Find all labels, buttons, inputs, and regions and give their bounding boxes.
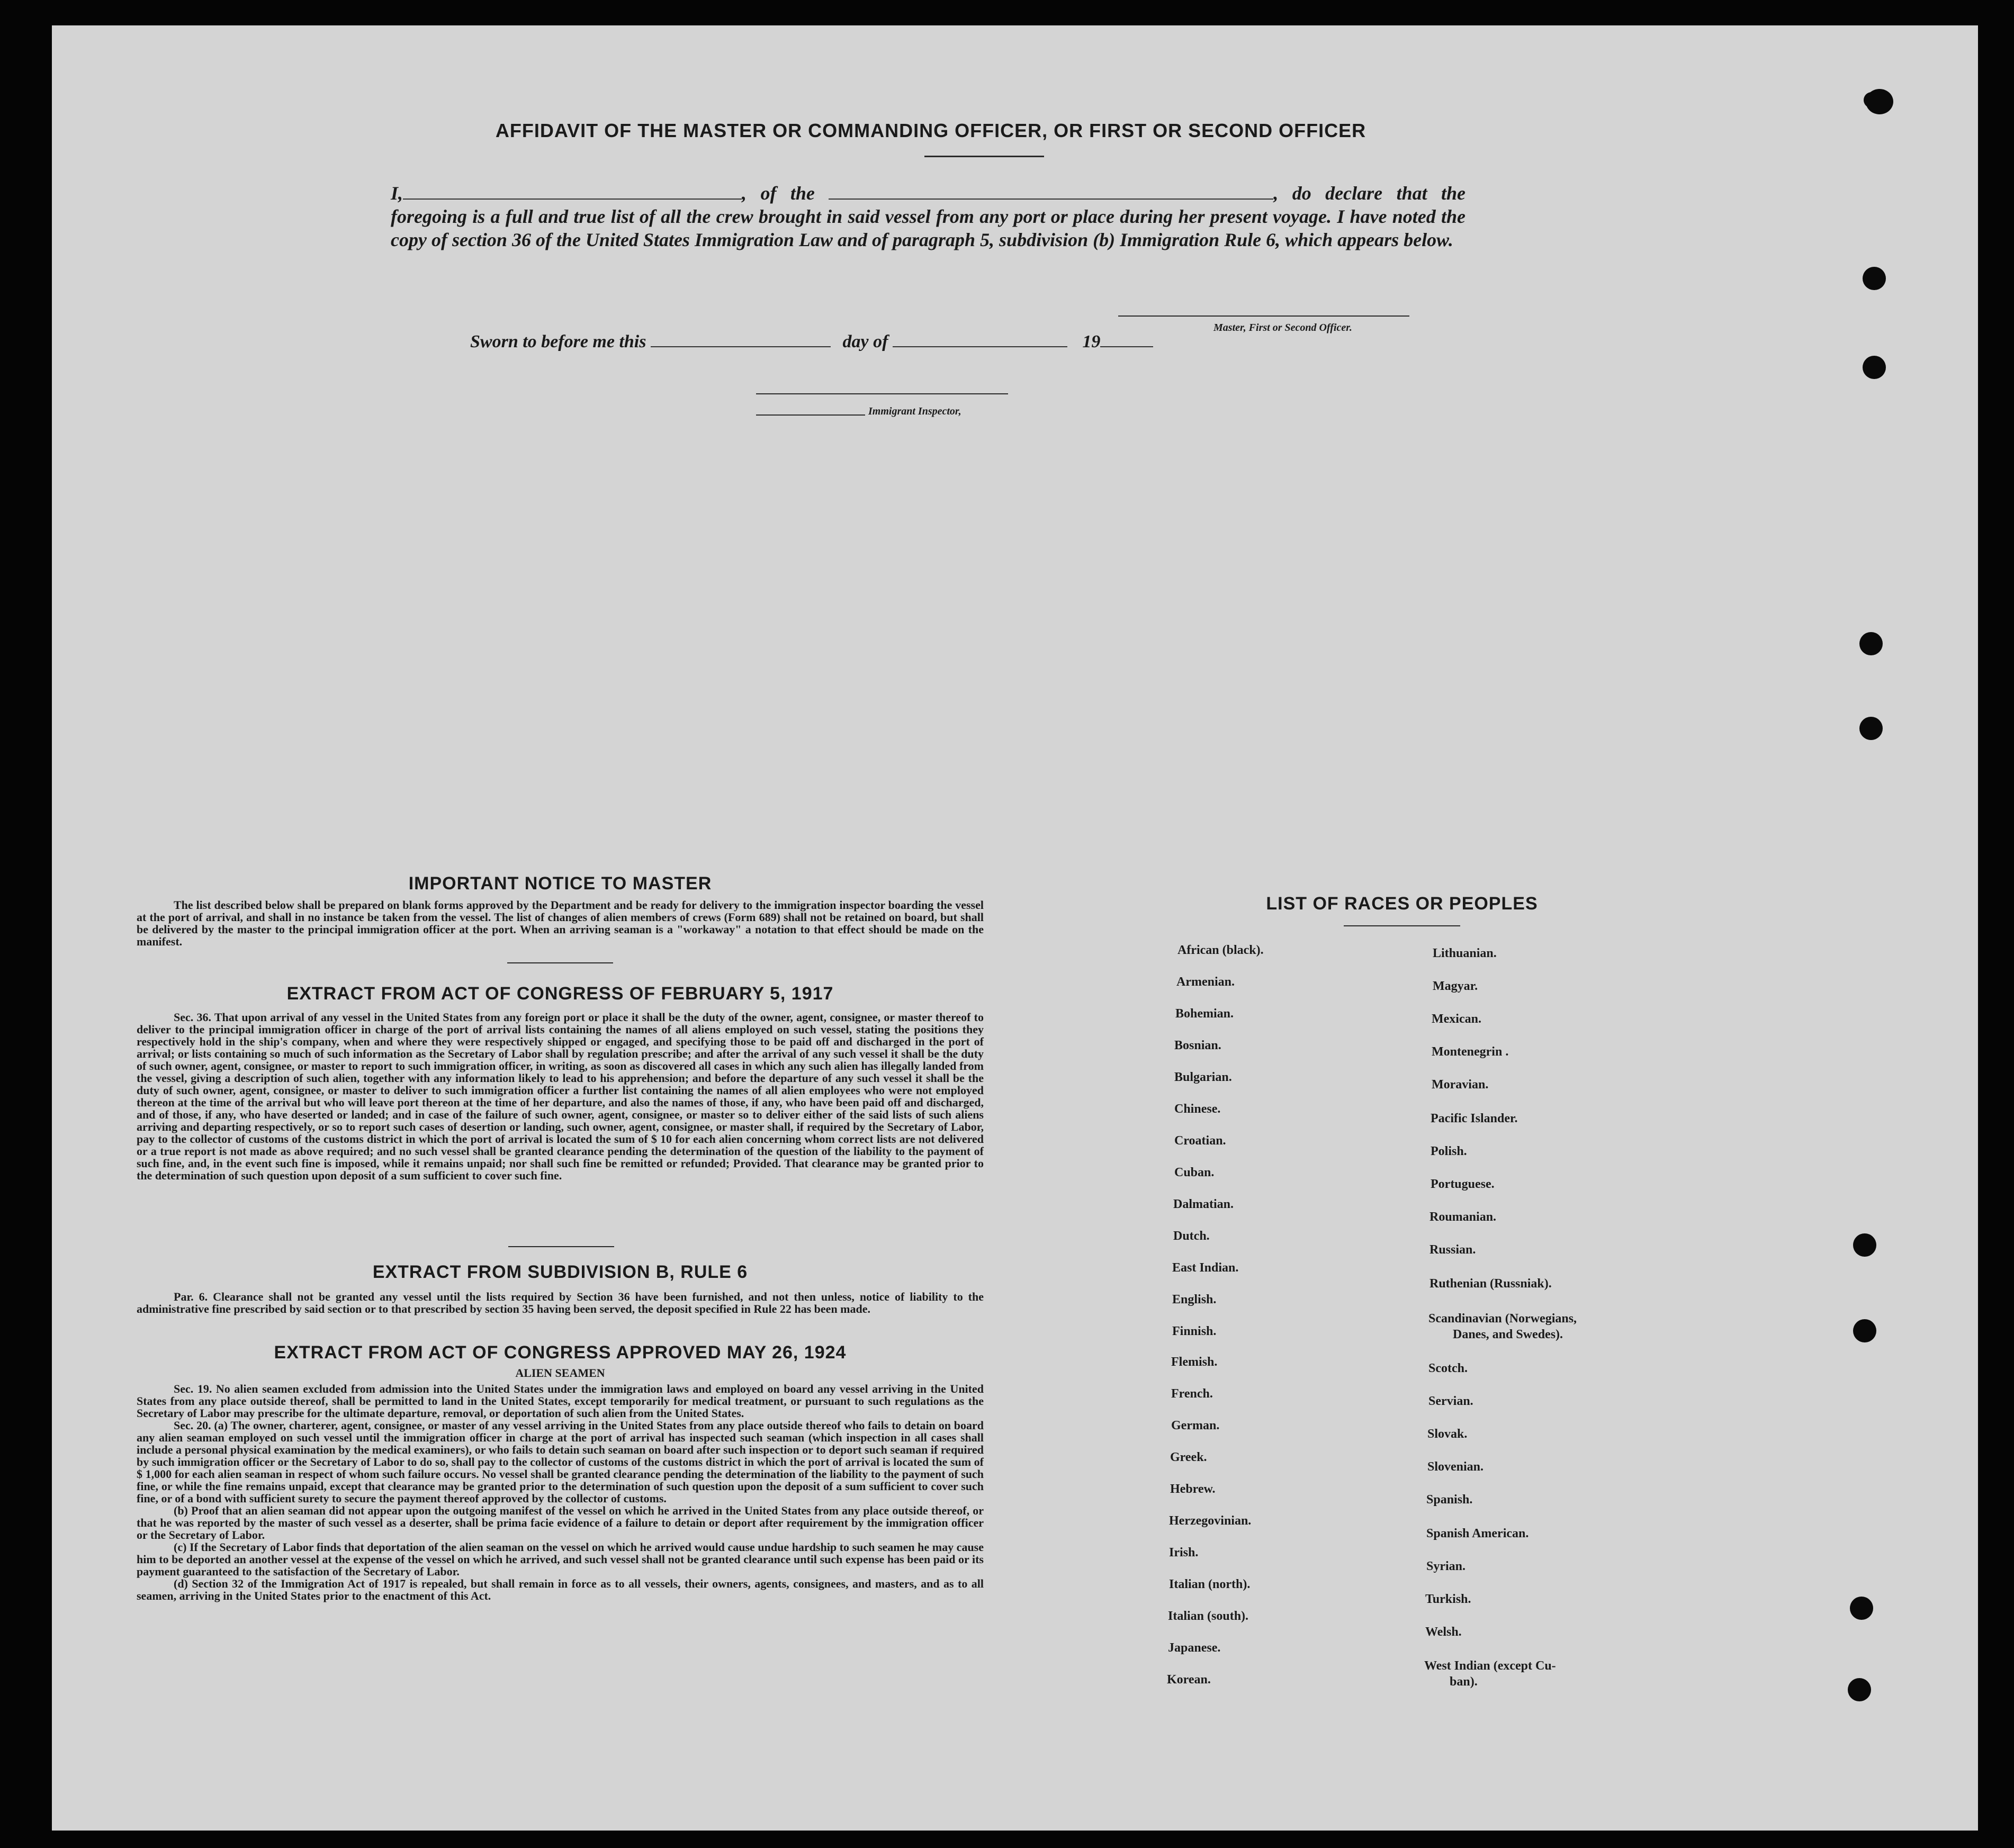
notice-title: IMPORTANT NOTICE TO MASTER — [408, 873, 712, 894]
affidavit-text — [391, 182, 1465, 251]
document-page — [52, 25, 1978, 1831]
signature-label: Master, First or Second Officer. — [1213, 322, 1352, 333]
race-item: Bulgarian. — [1174, 1070, 1232, 1084]
punch-hole — [1853, 1233, 1876, 1257]
punch-hole — [1864, 92, 1880, 108]
punch-hole — [1848, 1678, 1871, 1701]
race-item: Ruthenian (Russniak). — [1429, 1277, 1552, 1291]
extract-1924-subtitle: ALIEN SEAMEN — [515, 1366, 605, 1380]
race-item: Syrian. — [1426, 1559, 1466, 1573]
extract-1924-sec19: Sec. 19. No alien seamen excluded from admission into the United States under the immigration laws and employed on board any vessel arriving in the United States from any place outside thereof, shall be permitted to land in the United States, except temporarily for medical treatment, or pursuant to such regulations as the Secretary of Labor may prescribe for the ultimate departure, removal, or deportation of such alien from the United States. — [137, 1382, 984, 1420]
race-item: German. — [1171, 1419, 1220, 1432]
race-item: Scotch. — [1428, 1362, 1468, 1375]
race-item: East Indian. — [1172, 1261, 1239, 1275]
extract-1924-sec20a: Sec. 20. (a) The owner, charterer, agent, consignee, or master of any vessel arriving in the United States from any place outside thereof who fails to detain on board any alien seaman employed on such vessel until the immigration officer in charge at the port of arrival has inspected such seaman (which inspection in all cases shall include a personal physical examination by the medical examiners), or who fails to detain such seaman on board after such inspection or to deport such seaman if required by such immigration officer or the Secretary of Labor to do so, shall pay to the collector of customs of the customs district in which the port of arrival is located the sum of $ 1,000 for each alien seaman in respect of whom such failure occurs. No vessel shall be granted clearance pending the determination of the liability to the payment of such fine, or while the fine remains unpaid, except that clearance may be granted prior to the determination of such question upon the deposit of a sum sufficient to cover such fine, or of a bond with sufficient surety to secure the payment thereof approved by the collector of customs. — [137, 1419, 984, 1505]
race-item: French. — [1171, 1387, 1213, 1401]
extract-rule6-title: EXTRACT FROM SUBDIVISION B, RULE 6 — [372, 1262, 748, 1282]
race-item: Dalmatian. — [1173, 1197, 1234, 1211]
race-item: Croatian. — [1174, 1134, 1226, 1148]
sworn-line — [470, 331, 1264, 352]
race-item: Japanese. — [1168, 1641, 1221, 1655]
extract-1917-divider — [508, 1246, 614, 1247]
extract-rule6-text — [137, 1291, 984, 1315]
sworn-prefix: Sworn to before me this — [470, 332, 646, 351]
inspector-label: Immigrant Inspector, — [868, 405, 961, 417]
inspector-line-upper[interactable] — [756, 393, 1008, 394]
race-item: Spanish American. — [1426, 1527, 1529, 1540]
race-item: Polish. — [1431, 1144, 1467, 1158]
race-item: Danes, and Swedes). — [1453, 1328, 1563, 1341]
race-item: Korean. — [1167, 1673, 1211, 1687]
affidavit-title: AFFIDAVIT OF THE MASTER OR COMMANDING OFFICER, OR FIRST OR SECOND OFFICER — [495, 120, 1366, 141]
notice-paragraph: The list described below shall be prepared on blank forms approved by the Department and be ready for delivery to the immigration inspector boarding the vessel at the port of arrival, and shall in no instance be taken from the vessel. The list of changes of alien members of crews (Form 689) shall not be retained on board, but shall be delivered by the master to the principal immigration officer at the port. When an arriving seaman is a "workaway" a notation to that effect should be made on the manifest. — [137, 898, 984, 948]
extract-1917-title: EXTRACT FROM ACT OF CONGRESS OF FEBRUARY 5, 1917 — [286, 984, 834, 1004]
race-item: Greek. — [1170, 1450, 1207, 1464]
races-title: LIST OF RACES OR PEOPLES — [1266, 894, 1538, 914]
title-divider — [924, 156, 1044, 157]
sworn-year-field[interactable] — [1100, 331, 1153, 347]
extract-1924-sec20b: (b) Proof that an alien seaman did not appear upon the outgoing manifest of the vessel on which he arrived in the United States from any place outside thereof, or that he was reported by the master of such vessel as a deserter, shall be prima facie evidence of a failure to detain or deport after requirement by the immigration officer or the Secretary of Labor. — [137, 1504, 984, 1541]
race-item: Moravian. — [1432, 1078, 1489, 1092]
race-item: Dutch. — [1173, 1229, 1210, 1243]
race-item: Bosnian. — [1174, 1039, 1221, 1052]
race-item: Montenegrin . — [1432, 1045, 1509, 1059]
race-item: Servian. — [1428, 1394, 1473, 1408]
race-item: Slovenian. — [1427, 1460, 1484, 1474]
race-item: African (black). — [1177, 943, 1264, 957]
race-item: Herzegovinian. — [1169, 1514, 1252, 1528]
race-item: English. — [1172, 1293, 1217, 1306]
affidavit-body-text: that the foregoing is a full and true list of all the crew brought in said vessel from any port or place during her present voyage. I have noted the copy of section 36 of the United States Immigration Law and of paragraph 5, subdivision (b) Immigration Rule 6, which appears below. — [391, 183, 1466, 250]
race-item: Bohemian. — [1175, 1007, 1234, 1021]
affidavit-i-label: I, — [391, 183, 403, 204]
race-item: Italian (south). — [1168, 1609, 1249, 1623]
name-field[interactable] — [403, 184, 742, 200]
race-item: Chinese. — [1174, 1102, 1221, 1116]
race-item: Russian. — [1429, 1243, 1476, 1257]
year-prefix: 19 — [1082, 332, 1101, 351]
race-item: Scandinavian (Norwegians, — [1428, 1312, 1577, 1326]
affidavit-of-the: , of the — [742, 183, 815, 204]
races-divider — [1344, 925, 1460, 926]
inspector-line-lower[interactable] — [756, 414, 865, 416]
extract-1917-paragraph: Sec. 36. That upon arrival of any vessel in the United States from any foreign port or place it shall be the duty of the owner, agent, consignee, or master thereof to deliver to the principal immigration officer in charge of the port of arrival lists containing the names of all aliens employed on such vessel, stating the positions they respectively hold in the ship's company, when and where they were respectively shipped or engaged, and specifying those to be paid off and discharged in the port of arrival; or lists containing so much of such information as the Secretary of Labor shall by regulation prescribe; and after the arrival of any such vessel it shall be the duty of such owner, agent, consignee, or master to report to such immigration officer, in writing, as soon as discovered all cases in which any such alien has illegally landed from the vessel, giving a description of such alien, together with any information likely to lead to his apprehension; and before the departure of any such vessel it shall be the duty of such owner, agent, consignee, or master to deliver to such immigration officer a further list containing the names of all alien employees who were not employed thereon at the time of the arrival but who will leave port thereon at the time of her departure, and also the names of those, if any, who have been paid off and discharged, and of those, if any, who have deserted or landed; and in case of the failure of such owner, agent, consignee, or master so to deliver either of the said lists of such aliens arriving and departing respectively, or so to report such cases of desertion or landing, such owner, agent, consignee, or master shall, if required by the Secretary of Labor, pay to the collector of customs of the customs district in which the port of arrival is located the sum of $ 10 for each alien concerning whom correct lists are not delivered or a true report is not made as above required; and no such vessel shall be granted clearance pending the determination of the question of the liability to the payment of such fine, and, in the event such fine is imposed, while it remains unpaid; nor shall such fine be remitted or refunded; Provided. That clearance may be granted prior to the determination of such question upon deposit of a sum sufficient to cover such fine. — [137, 1011, 984, 1182]
race-item: Pacific Islander. — [1431, 1112, 1518, 1125]
extract-1924-sec20c: (c) If the Secretary of Labor finds that deportation of the alien seaman on the vessel on which he arrived would cause undue hardship to such seamen he may cause him to be deported an another vessel at the expense of the vessel on which he arrived, and such vessel shall not be granted clearance until such expense has been paid or its payment guaranteed to the satisfaction of the Secretary of Labor. — [137, 1540, 984, 1578]
extract-1917-text — [137, 1011, 984, 1182]
punch-hole — [1859, 632, 1883, 655]
race-item: Lithuanian. — [1433, 946, 1497, 960]
race-item: Slovak. — [1427, 1427, 1468, 1441]
race-item: Roumanian. — [1429, 1210, 1497, 1224]
day-of-label: day of — [842, 332, 888, 351]
punch-hole — [1863, 267, 1886, 290]
race-item: Portuguese. — [1431, 1177, 1495, 1191]
affidavit-do-declare: , do declare — [1273, 183, 1383, 204]
extract-rule6-paragraph: Par. 6. Clearance shall not be granted any vessel until the lists required by Section 36 have been furnished, and not then unless, notice of liability to the administrative fine prescribed by said section or to that prescribed by section 35 having been served, the deposit specified in Rule 22 has been made. — [137, 1290, 984, 1315]
race-item: Flemish. — [1171, 1355, 1218, 1369]
race-item: Finnish. — [1172, 1324, 1217, 1338]
extract-1924-sec20d: (d) Section 32 of the Immigration Act of 1917 is repealed, but shall remain in force as to all vessels, their owners, agents, consignees, and masters, and as to all seamen, arriving in the United States prior to the enactment of this Act. — [137, 1577, 984, 1602]
race-item: West Indian (except Cu- — [1424, 1659, 1556, 1673]
vessel-field[interactable] — [829, 184, 1273, 200]
notice-text — [137, 899, 984, 948]
punch-hole — [1853, 1319, 1876, 1342]
extract-1924-text — [137, 1383, 984, 1602]
race-item: Turkish. — [1425, 1592, 1471, 1606]
punch-hole — [1850, 1597, 1873, 1620]
sworn-month-field[interactable] — [893, 331, 1067, 347]
race-item: ban). — [1450, 1675, 1478, 1689]
race-item: Hebrew. — [1170, 1482, 1216, 1496]
sworn-day-field[interactable] — [651, 331, 831, 347]
punch-hole — [1859, 717, 1883, 740]
punch-hole — [1863, 356, 1886, 379]
race-item: Irish. — [1169, 1546, 1199, 1559]
race-item: Magyar. — [1433, 979, 1478, 993]
signature-line[interactable] — [1118, 315, 1409, 317]
race-item: Spanish. — [1426, 1493, 1473, 1507]
race-item: Mexican. — [1432, 1012, 1481, 1026]
race-item: Welsh. — [1425, 1625, 1462, 1639]
notice-divider — [507, 962, 613, 963]
extract-1924-title: EXTRACT FROM ACT OF CONGRESS APPROVED MAY 26, 1924 — [274, 1342, 847, 1363]
race-item: Cuban. — [1174, 1166, 1215, 1179]
race-item: Italian (north). — [1169, 1577, 1251, 1591]
race-item: Armenian. — [1176, 975, 1235, 989]
